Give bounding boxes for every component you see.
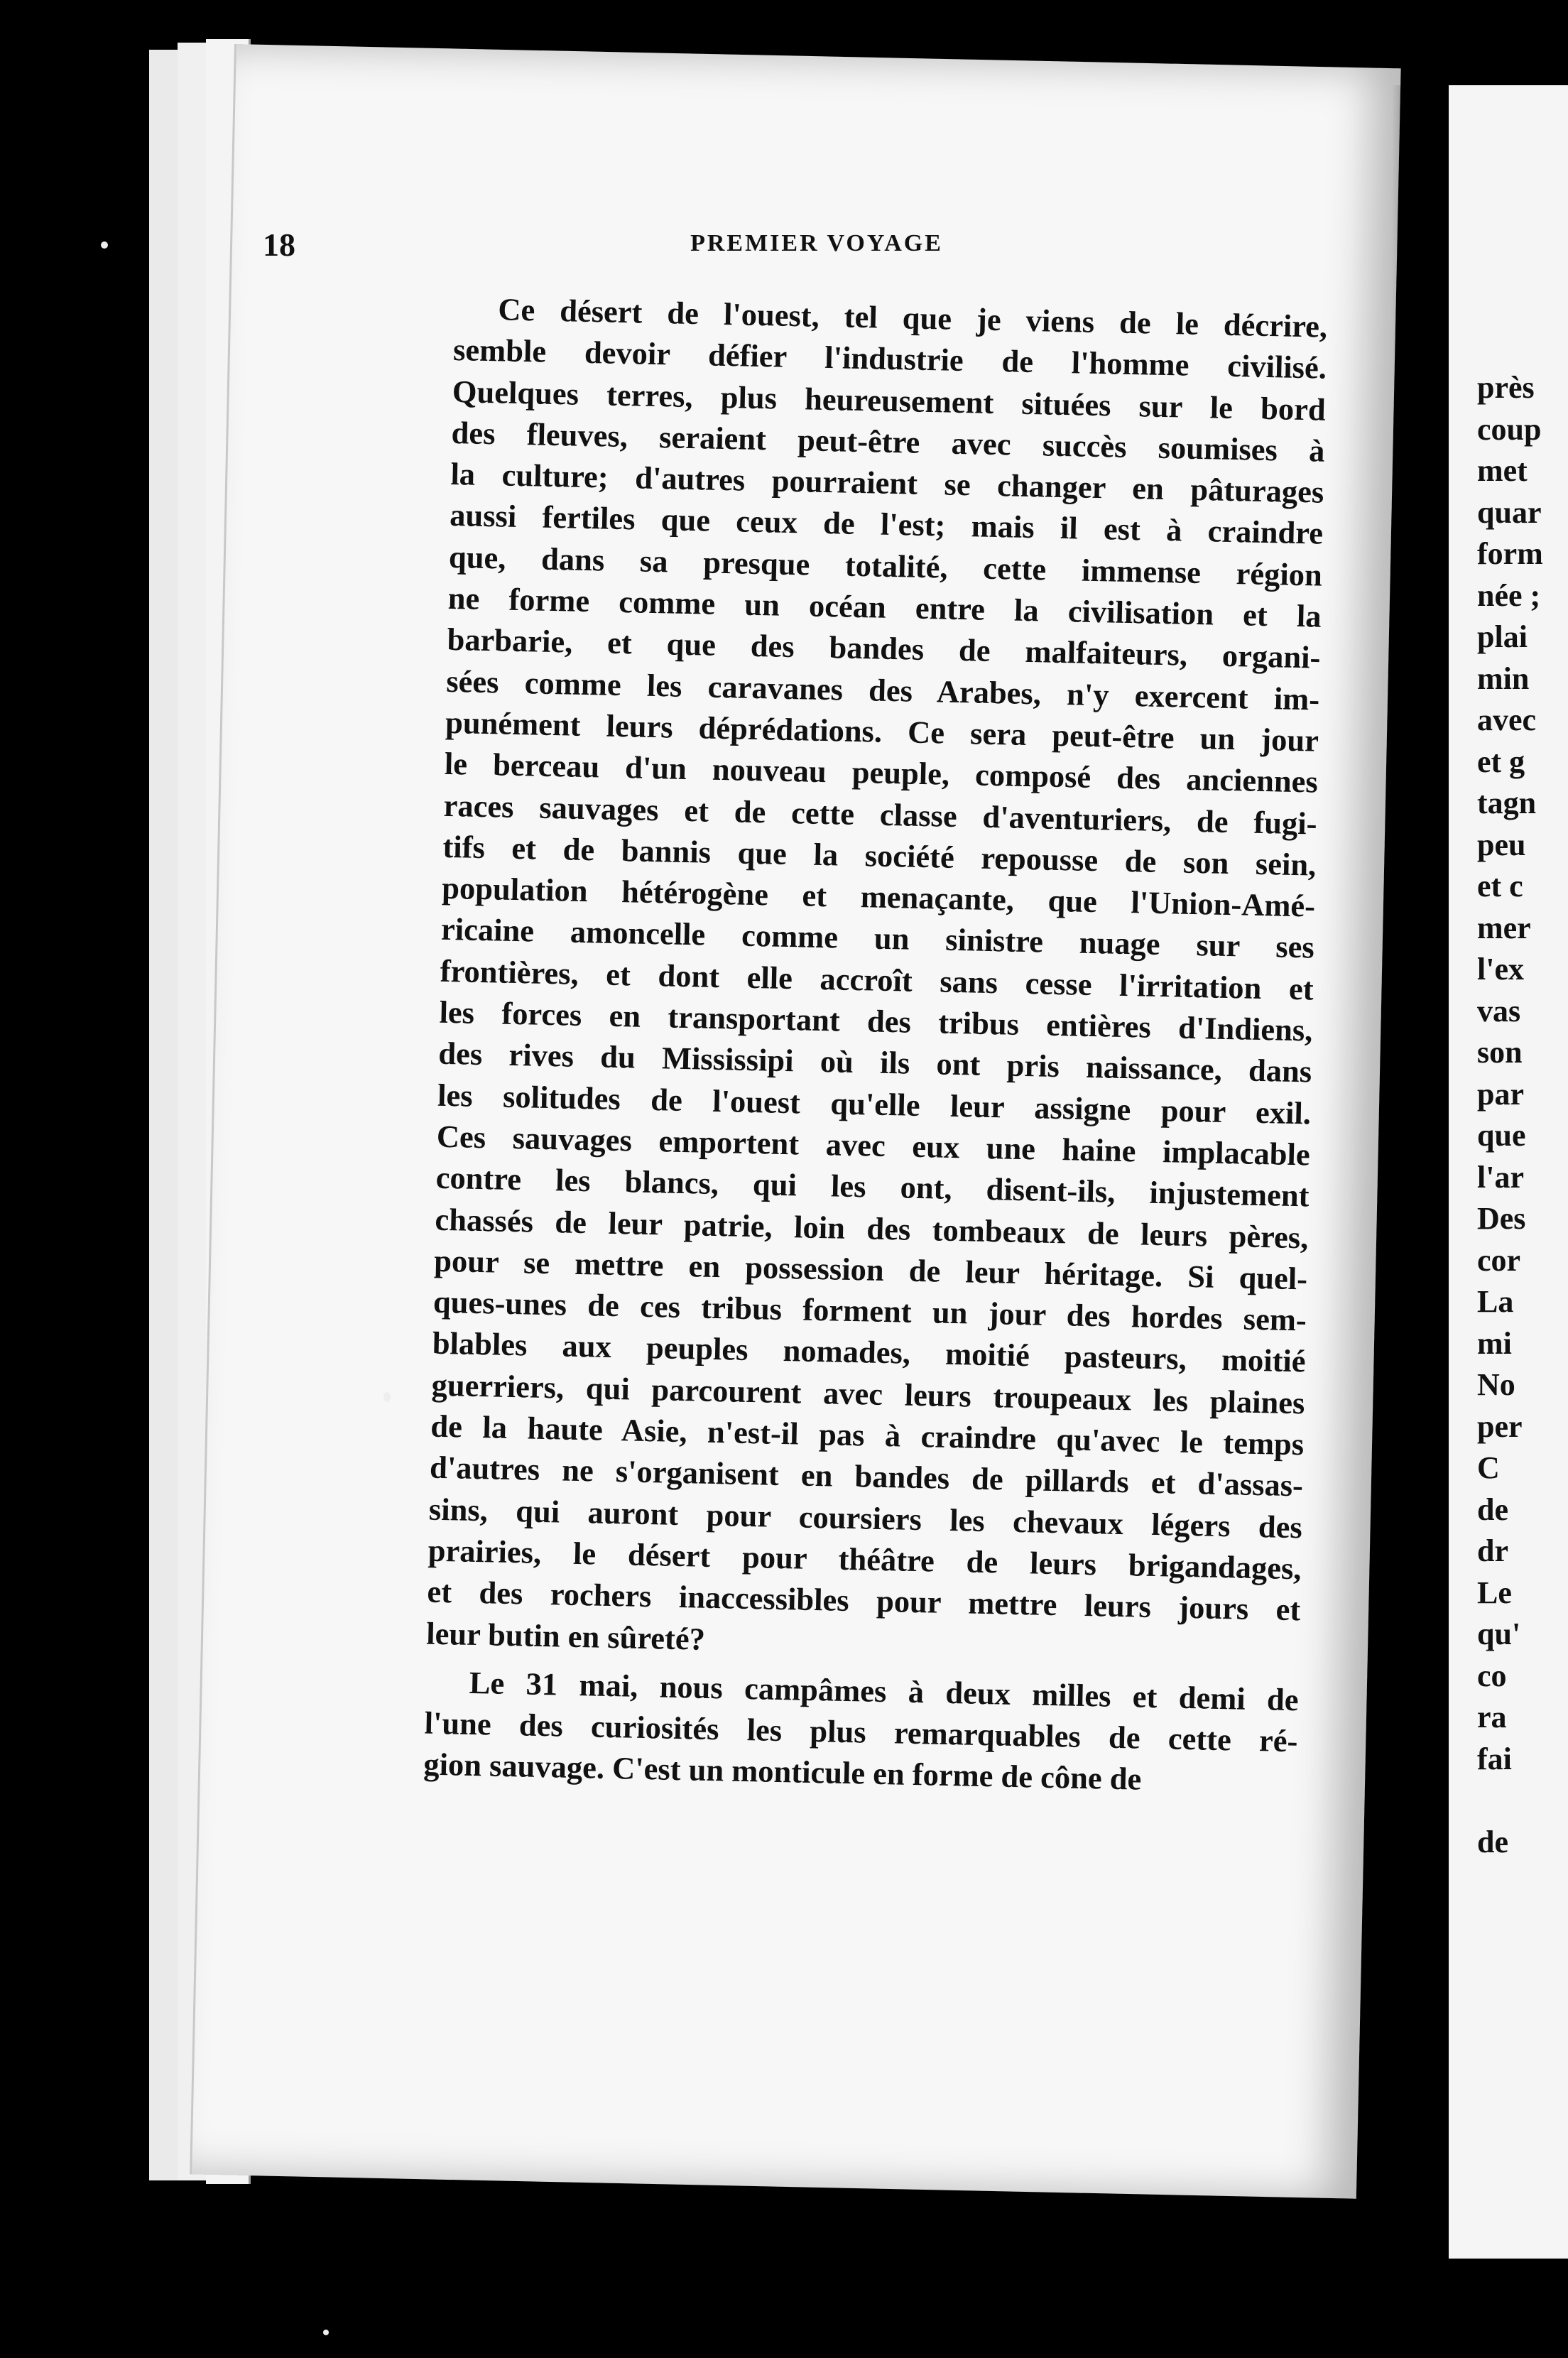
text-line: punément leurs déprédations. Ce sera peut-être un jour	[445, 704, 1319, 759]
paragraph	[423, 1661, 1299, 1803]
facing-page-fragment: tagn	[1477, 786, 1537, 820]
facing-page-fragment: vas	[1477, 993, 1521, 1028]
text-line: races sauvages et de cette classe d'aventuriers, de fugi-	[443, 787, 1317, 842]
text-line: barbarie, et que des bandes de malfaiteurs, organi-	[447, 621, 1321, 676]
facing-page-fragment: l'ar	[1477, 1159, 1524, 1195]
text-line: que, dans sa presque totalité, cette immense région	[448, 538, 1323, 593]
text-line: contre les blancs, qui les ont, disent-ils, injustement	[435, 1159, 1310, 1214]
facing-page-fragment: co	[1477, 1658, 1507, 1693]
text-line: Le 31 mai, nous campâmes à deux milles et demi de	[469, 1664, 1300, 1718]
facing-page-fragment: mer	[1477, 910, 1531, 945]
text-line: ques-unes de ces tribus forment un jour des hordes sem-	[432, 1283, 1307, 1338]
text-line: le berceau d'un nouveau peuple, composé des anciennes	[444, 746, 1319, 800]
text-line: aussi fertiles que ceux de l'est; mais il est à craindre	[449, 497, 1324, 552]
facing-page-fragment: No	[1477, 1367, 1515, 1402]
text-line: et des rochers inaccessibles pour mettre leurs jours et	[427, 1573, 1301, 1628]
facing-page-fragment: Le	[1477, 1575, 1512, 1610]
text-line: tifs et de bannis que la société repousse de son sein,	[442, 828, 1317, 883]
text-line: leur butin en sûreté?	[425, 1615, 706, 1657]
gutter-shadow	[1392, 85, 1449, 2259]
text-line: gion sauvage. C'est un monticule en forme de cône de	[423, 1746, 1142, 1798]
facing-page-fragment: l'ex	[1477, 952, 1524, 987]
facing-page-fragment: coup	[1477, 411, 1542, 447]
facing-page-fragment: cor	[1477, 1242, 1521, 1278]
text-line: chassés de leur patrie, loin des tombeaux de leurs pères,	[435, 1201, 1309, 1255]
facing-page-fragment: quar	[1477, 494, 1542, 530]
text-line: sées comme les caravanes des Arabes, n'y exercent im-	[445, 663, 1320, 717]
text-line: des fleuves, seraient peut-être avec succès soumises à	[451, 414, 1325, 469]
text-line: sins, qui auront pour coursiers les chevaux légers des	[428, 1491, 1303, 1545]
page-number: 18	[263, 227, 295, 263]
text-line: les solitudes de l'ouest qu'elle leur assigne pour exil.	[437, 1077, 1312, 1131]
text-line: prairies, le désert pour théâtre de leurs brigandages,	[428, 1532, 1302, 1587]
facing-page	[1449, 85, 1568, 2259]
facing-page-fragment: Des	[1477, 1201, 1526, 1236]
text-line: Ce désert de l'ouest, tel que je viens de le décrire,	[497, 291, 1328, 344]
facing-page-fragment: que	[1477, 1118, 1526, 1153]
facing-page-fragment: form	[1477, 536, 1543, 571]
text-line: Quelques terres, plus heureusement situées sur le bord	[452, 373, 1327, 428]
text-line: population hétérogène et menaçante, que l'Union-Amé-	[441, 869, 1316, 924]
running-title: PREMIER VOYAGE	[690, 230, 943, 256]
facing-page-fragment: La	[1477, 1284, 1514, 1319]
facing-page-fragment: avec	[1477, 702, 1537, 737]
running-head	[263, 226, 1371, 268]
facing-page-fragment: C	[1477, 1450, 1500, 1485]
text-line: la culture; d'autres pourraient se changer en pâturages	[450, 456, 1324, 510]
facing-page-fragment: fai	[1477, 1741, 1512, 1776]
text-line: frontières, et dont elle accroît sans cesse l'irritation et	[440, 952, 1314, 1007]
speck	[383, 1392, 391, 1402]
facing-page-fragment: de	[1477, 1824, 1508, 1859]
facing-page-fragment: mi	[1477, 1325, 1512, 1361]
body-text	[423, 288, 1328, 1803]
speck	[101, 241, 108, 249]
text-line: Ces sauvages emportent avec eux une haine implacable	[436, 1118, 1311, 1173]
text-line: de la haute Asie, n'est-il pas à craindre qu'avec le temps	[430, 1408, 1305, 1462]
facing-page-fragment: née ;	[1477, 577, 1541, 613]
text-line: blables aux peuples nomades, moitié pasteurs, moitié	[432, 1325, 1307, 1379]
text-line: l'une des curiosités les plus remarquables de cette ré-	[424, 1705, 1298, 1759]
facing-page-fragment: min	[1477, 661, 1530, 696]
text-line: les forces en transportant des tribus entières d'Indiens,	[439, 994, 1313, 1048]
facing-page-fragment: par	[1477, 1076, 1524, 1112]
text-line: ricaine amoncelle comme un sinistre nuage sur ses	[440, 911, 1315, 966]
text-line: pour se mettre en possession de leur héritage. Si quel-	[433, 1242, 1308, 1297]
facing-page-fragment: ra	[1477, 1700, 1507, 1734]
facing-page-fragment: peu	[1477, 827, 1526, 862]
text-line: des rives du Mississipi où ils ont pris naissance, dans	[437, 1036, 1312, 1090]
speck	[323, 2330, 329, 2335]
text-line: semble devoir défier l'industrie de l'homme civilisé.	[452, 332, 1327, 386]
facing-page-fragment: per	[1477, 1408, 1523, 1444]
text-line: ne forme comme un océan entre la civilisation et la	[447, 580, 1322, 634]
text-line: guerriers, qui parcourent avec leurs troupeaux les plaines	[431, 1367, 1305, 1421]
facing-page-fragment: et c	[1477, 869, 1523, 903]
facing-page-fragment: de	[1477, 1492, 1508, 1527]
facing-page-fragment: près	[1477, 370, 1535, 405]
facing-page-fragment: dr	[1477, 1533, 1508, 1568]
facing-page-fragment: qu'	[1477, 1617, 1521, 1651]
facing-page-fragment: et g	[1477, 744, 1525, 779]
facing-page-fragment: met	[1477, 453, 1528, 488]
facing-page-fragment: son	[1477, 1035, 1523, 1070]
text-line: d'autres ne s'organisent en bandes de pillards et d'assas-	[429, 1449, 1304, 1504]
facing-page-fragment: plai	[1477, 619, 1528, 654]
paragraph	[426, 288, 1328, 1672]
